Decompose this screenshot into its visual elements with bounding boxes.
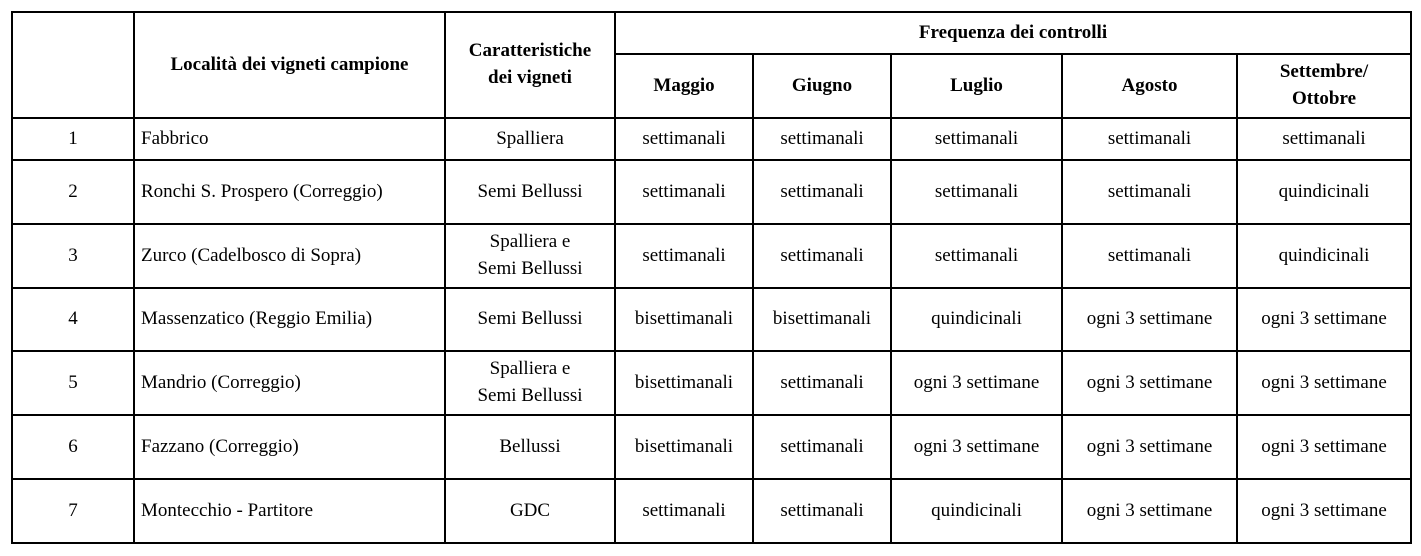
- header-num: [12, 12, 134, 118]
- cell-frequency: quindicinali: [1237, 160, 1411, 224]
- cell-frequency: quindicinali: [891, 288, 1062, 351]
- cell-characteristics-line1: Semi Bellussi: [477, 308, 583, 330]
- cell-frequency: settimanali: [1062, 160, 1237, 224]
- header-row-1: [12, 12, 1411, 54]
- cell-characteristics-line2: Semi Bellussi: [477, 385, 583, 406]
- cell-frequency: settimanali: [615, 118, 753, 160]
- cell-characteristics-line1: Bellussi: [499, 435, 561, 457]
- cell-location: Ronchi S. Prospero (Correggio): [134, 160, 445, 224]
- cell-characteristics: [445, 118, 615, 160]
- cell-frequency: settimanali: [615, 160, 753, 224]
- table-row: [12, 118, 1411, 160]
- cell-frequency: ogni 3 settimane: [1062, 479, 1237, 543]
- table-row: [12, 351, 1411, 415]
- cell-characteristics-line1: Semi Bellussi: [477, 180, 583, 202]
- cell-num: 3: [12, 224, 134, 288]
- cell-frequency: bisettimanali: [615, 288, 753, 351]
- cell-characteristics: [445, 160, 615, 224]
- cell-num: 4: [12, 288, 134, 351]
- cell-frequency: ogni 3 settimane: [1062, 288, 1237, 351]
- cell-frequency: settimanali: [753, 224, 891, 288]
- cell-location: Fazzano (Correggio): [134, 415, 445, 479]
- header-month-sept-oct: Settembre/ Ottobre: [1237, 54, 1411, 118]
- cell-num: 1: [12, 118, 134, 160]
- cell-frequency: settimanali: [891, 160, 1062, 224]
- cell-num: 5: [12, 351, 134, 415]
- table-row: [12, 415, 1411, 479]
- cell-frequency: settimanali: [753, 351, 891, 415]
- cell-frequency: settimanali: [1062, 118, 1237, 160]
- cell-frequency: settimanali: [753, 479, 891, 543]
- header-month-july: Luglio: [891, 54, 1062, 118]
- cell-frequency: settimanali: [891, 224, 1062, 288]
- cell-num: 6: [12, 415, 134, 479]
- cell-num: 7: [12, 479, 134, 543]
- cell-frequency: settimanali: [891, 118, 1062, 160]
- cell-frequency: quindicinali: [891, 479, 1062, 543]
- cell-characteristics: [445, 415, 615, 479]
- cell-frequency: bisettimanali: [615, 415, 753, 479]
- cell-characteristics-line1: Spalliera: [496, 127, 564, 149]
- header-characteristics-line2: dei vigneti: [488, 67, 572, 88]
- cell-frequency: bisettimanali: [615, 351, 753, 415]
- header-characteristics-line1: Caratteristiche: [468, 40, 592, 62]
- cell-characteristics-line2: Semi Bellussi: [477, 258, 583, 279]
- header-month-may: Maggio: [615, 54, 753, 118]
- cell-frequency: ogni 3 settimane: [891, 415, 1062, 479]
- cell-frequency: ogni 3 settimane: [1237, 479, 1411, 543]
- cell-frequency: settimanali: [1062, 224, 1237, 288]
- header-month-august: Agosto: [1062, 54, 1237, 118]
- cell-characteristics: [445, 479, 615, 543]
- header-month-june: Giugno: [753, 54, 891, 118]
- cell-frequency: settimanali: [753, 415, 891, 479]
- cell-frequency: ogni 3 settimane: [1237, 288, 1411, 351]
- table-row: [12, 160, 1411, 224]
- cell-frequency: settimanali: [1237, 118, 1411, 160]
- table-row: [12, 479, 1411, 543]
- cell-frequency: settimanali: [753, 118, 891, 160]
- cell-location: Fabbrico: [134, 118, 445, 160]
- cell-characteristics: [445, 351, 615, 415]
- cell-characteristics: [445, 288, 615, 351]
- cell-characteristics: [445, 224, 615, 288]
- table-row: [12, 224, 1411, 288]
- vineyard-monitoring-table: [11, 11, 1412, 544]
- cell-frequency: settimanali: [615, 224, 753, 288]
- cell-frequency: ogni 3 settimane: [1062, 351, 1237, 415]
- cell-frequency: bisettimanali: [753, 288, 891, 351]
- cell-frequency: settimanali: [753, 160, 891, 224]
- cell-location: Mandrio (Correggio): [134, 351, 445, 415]
- cell-location: Zurco (Cadelbosco di Sopra): [134, 224, 445, 288]
- cell-location: Montecchio - Partitore: [134, 479, 445, 543]
- cell-frequency: settimanali: [615, 479, 753, 543]
- table-row: [12, 288, 1411, 351]
- cell-frequency: ogni 3 settimane: [1237, 351, 1411, 415]
- header-characteristics: [445, 12, 615, 118]
- header-frequency-group: Frequenza dei controlli: [615, 12, 1411, 54]
- cell-frequency: ogni 3 settimane: [1237, 415, 1411, 479]
- cell-num: 2: [12, 160, 134, 224]
- cell-characteristics-line1: Spalliera e: [489, 231, 571, 253]
- cell-frequency: ogni 3 settimane: [1062, 415, 1237, 479]
- cell-characteristics-line1: Spalliera e: [489, 358, 571, 380]
- cell-location: Massenzatico (Reggio Emilia): [134, 288, 445, 351]
- cell-frequency: ogni 3 settimane: [891, 351, 1062, 415]
- cell-frequency: quindicinali: [1237, 224, 1411, 288]
- cell-characteristics-line1: GDC: [509, 499, 551, 521]
- header-location: Località dei vigneti campione: [134, 12, 445, 118]
